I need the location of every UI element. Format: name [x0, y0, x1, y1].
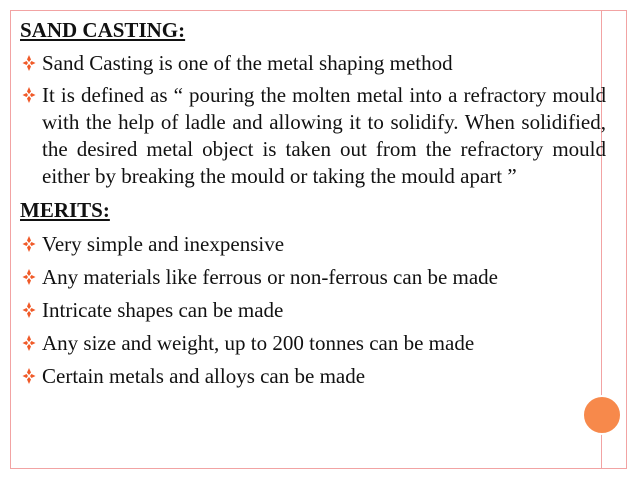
bullet-text: Very simple and inexpensive	[42, 232, 285, 256]
bullet-text: Sand Casting is one of the metal shaping method	[42, 51, 453, 75]
bullet-item	[20, 231, 606, 258]
bullet-text: Any materials like ferrous or non-ferrous can be made	[42, 265, 498, 289]
four-petal-diamond-icon	[22, 54, 36, 72]
four-petal-diamond-icon	[22, 367, 36, 385]
bullet-text-definition: It is defined as “ pouring the molten metal into a refractory mould with the help of ladle and allowing it to solidify. When solidified, the desired metal object is taken out from the refractory mould either by breaking the mould or taking the mould apart ”	[42, 83, 606, 188]
bullet-text: Any size and weight, up to 200 tonnes can be made	[42, 331, 475, 355]
bullet-item	[20, 82, 606, 190]
four-petal-diamond-icon	[22, 86, 36, 104]
four-petal-diamond-icon	[22, 268, 36, 286]
section-heading-sand-casting: SAND CASTING:	[20, 18, 186, 42]
bullet-item	[20, 363, 606, 390]
section-heading-merits: MERITS:	[20, 198, 110, 222]
bullet-text: Intricate shapes can be made	[42, 298, 284, 322]
bullet-text: Certain metals and alloys can be made	[42, 364, 366, 388]
bullet-item	[20, 50, 606, 77]
four-petal-diamond-icon	[22, 334, 36, 352]
four-petal-diamond-icon	[22, 235, 36, 253]
bullet-item	[20, 264, 606, 291]
slide-content	[20, 14, 606, 390]
four-petal-diamond-icon	[22, 301, 36, 319]
orange-circle-icon	[582, 395, 622, 435]
bullet-item	[20, 330, 606, 357]
bullet-item	[20, 297, 606, 324]
